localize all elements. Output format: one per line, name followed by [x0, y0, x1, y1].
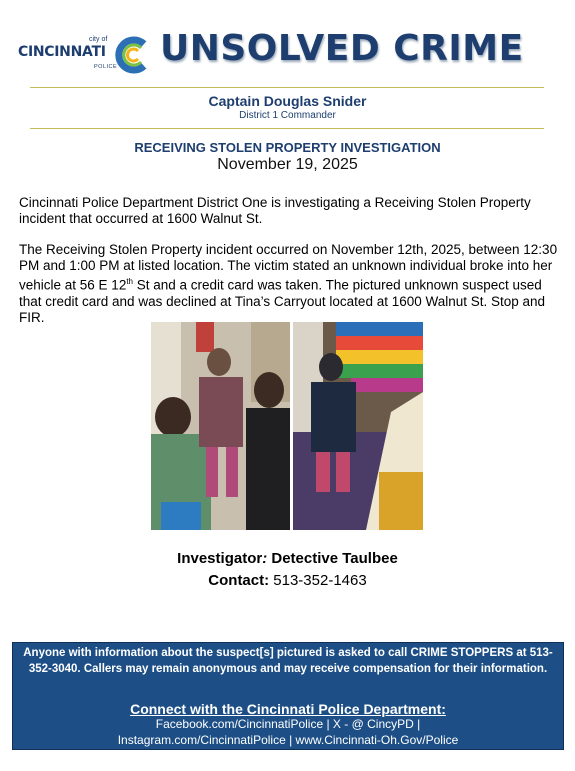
city-c-emblem-icon [114, 36, 150, 74]
body-paragraph-2 [19, 242, 559, 326]
suspect-surveillance-photos [151, 322, 423, 530]
body-paragraph-1: Cincinnati Police Department District One is investigating a Receiving Stolen Property incident that occurred at 1600 Walnut St. [19, 195, 531, 226]
investigator-name: Detective Taulbee [267, 550, 398, 567]
cincinnati-police-logo [18, 36, 150, 74]
surveillance-photo-left [151, 322, 291, 530]
body-paragraph-2-part-a: The Receiving Stolen Property incident occurred on November 12th, 2025, between 12:30 PM and 1:00 PM at listed location. The victim stated an unknown individual broke into her vehicle at 56 E 12 [19, 242, 558, 293]
social-links-line-1[interactable]: Facebook.com/CincinnatiPolice | X - @ CincyPD | [155, 717, 421, 731]
investigator-colon: : [262, 550, 268, 567]
investigator-label: Investigator [177, 550, 263, 567]
body-paragraph-2-part-b: St and a credit card was taken. The pictured unknown suspect used that credit card and was declined at Tina’s Carryout located at 1600 Walnut St. Stop and FIR. [19, 277, 546, 325]
headline-unsolved-crime: UNSOLVED CRIME [160, 28, 524, 69]
bottom-divider [30, 128, 544, 129]
crime-stoppers-message: Anyone with information about the suspect[s] pictured is asked to call CRIME STOPPERS at 513-352-3040. Callers may remain anonymous and may receive compensation for their information. [23, 647, 553, 675]
logo-city-of: city of [89, 36, 108, 43]
logo-police: POLICE [94, 64, 118, 70]
contact-line [0, 572, 575, 589]
investigator-line [0, 550, 575, 567]
investigation-date: November 19, 2025 [217, 156, 358, 173]
social-links-line-2[interactable]: Instagram.com/CincinnatiPolice | www.Cincinnati-Oh.Gov/Police [117, 733, 459, 747]
body-paragraph-2-superscript: th [126, 277, 133, 286]
commander-title: District 1 Commander [239, 110, 336, 121]
crime-stoppers-footer [12, 642, 564, 750]
surveillance-photo-right [293, 322, 423, 530]
commander-name: Captain Douglas Snider [208, 93, 367, 109]
connect-heading: Connect with the Cincinnati Police Department: [130, 701, 446, 717]
logo-city-name: CINCINNATI [18, 44, 106, 60]
contact-phone: 513-352-1463 [269, 572, 367, 589]
top-divider [30, 87, 544, 88]
investigation-title: RECEIVING STOLEN PROPERTY INVESTIGATION [134, 140, 441, 155]
contact-label: Contact: [208, 572, 270, 589]
